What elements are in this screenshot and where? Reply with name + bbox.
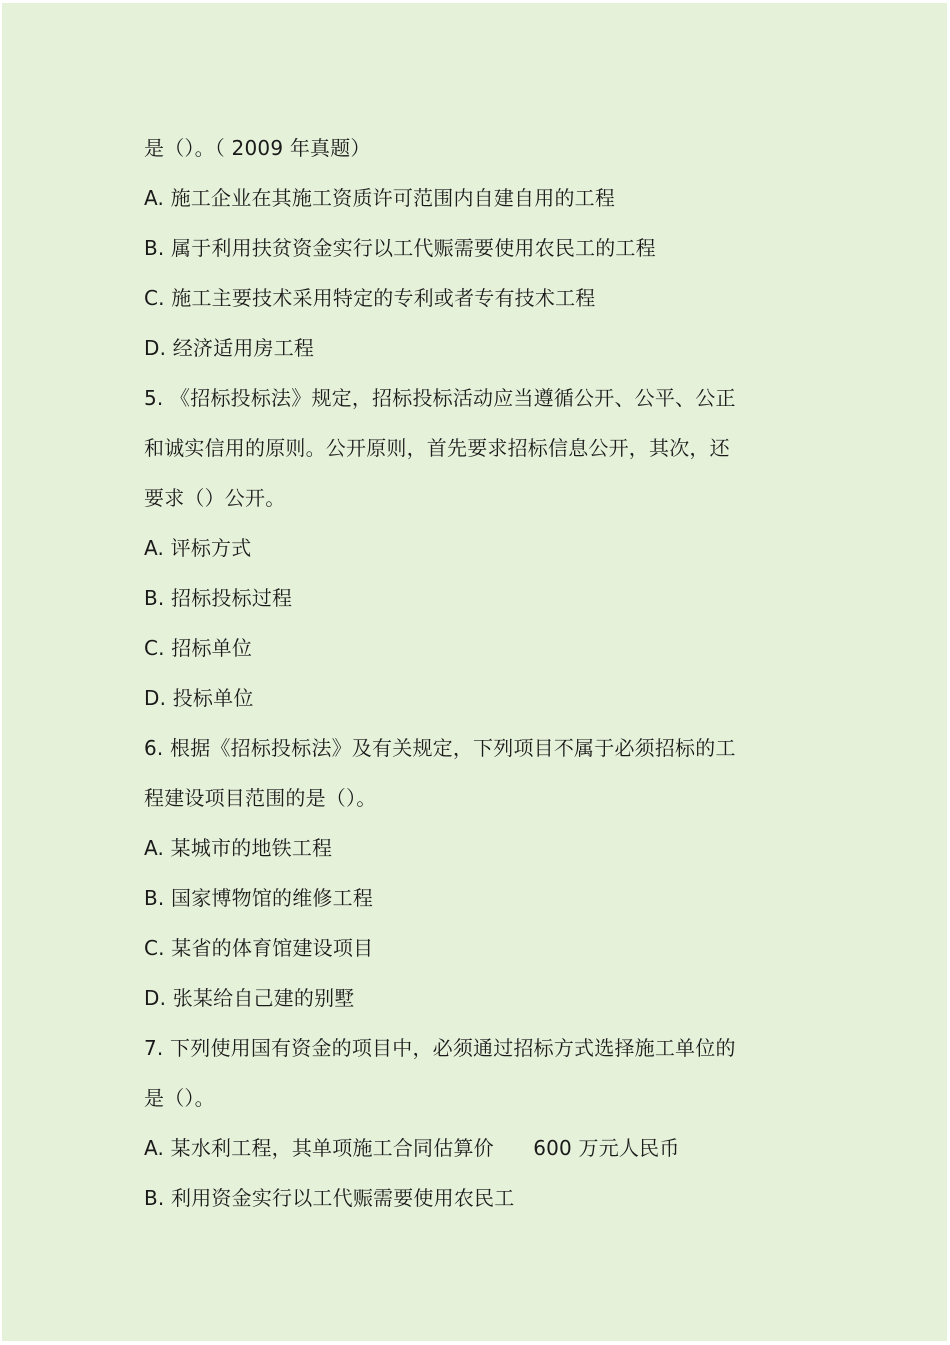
document-page: [2, 3, 947, 1341]
text-line-q4-option-a: A. 施工企业在其施工资质许可范围内自建自用的工程: [144, 186, 616, 210]
text-line-q5-option-a: A. 评标方式: [144, 536, 252, 560]
text-line-q7-option-a: A. 某水利工程，其单项施工合同估算价 600 万元人民币: [144, 1136, 680, 1160]
text-line-q5-option-d: D. 投标单位: [144, 686, 254, 710]
text-line-q7-stem-1: 7. 下列使用国有资金的项目中，必须通过招标方式选择施工单位的: [144, 1036, 736, 1060]
text-line-q7-stem-2: 是（）。: [144, 1086, 215, 1110]
text-line-q5-stem-3: 要求（）公开。: [144, 486, 286, 510]
text-line-q7-option-b: B. 利用资金实行以工代赈需要使用农民工: [144, 1186, 515, 1210]
text-line-q6-option-a: A. 某城市的地铁工程: [144, 836, 333, 860]
text-line-q6-option-c: C. 某省的体育馆建设项目: [144, 936, 374, 960]
text-line-q6-option-d: D. 张某给自己建的别墅: [144, 986, 355, 1010]
document-body: [144, 123, 764, 1223]
text-line-q6-stem-1: 6. 根据《招标投标法》及有关规定，下列项目不属于必须招标的工: [144, 736, 736, 760]
text-line-q5-option-b: B. 招标投标过程: [144, 586, 293, 610]
text-line-q5-option-c: C. 招标单位: [144, 636, 253, 660]
text-line-q5-stem-1: 5. 《招标投标法》规定，招标投标活动应当遵循公开、公平、公正: [144, 386, 736, 410]
text-line-q6-stem-2: 程建设项目范围的是（）。: [144, 786, 377, 810]
text-line-q4-option-c: C. 施工主要技术采用特定的专利或者专有技术工程: [144, 286, 596, 310]
text-line-q4-stem-end: 是（）。（ 2009 年真题）: [144, 136, 371, 160]
text-line-q5-stem-2: 和诚实信用的原则。公开原则，首先要求招标信息公开，其次，还: [144, 436, 730, 460]
text-line-q6-option-b: B. 国家博物馆的维修工程: [144, 886, 374, 910]
text-line-q4-option-d: D. 经济适用房工程: [144, 336, 315, 360]
text-line-q4-option-b: B. 属于利用扶贫资金实行以工代赈需要使用农民工的工程: [144, 236, 656, 260]
